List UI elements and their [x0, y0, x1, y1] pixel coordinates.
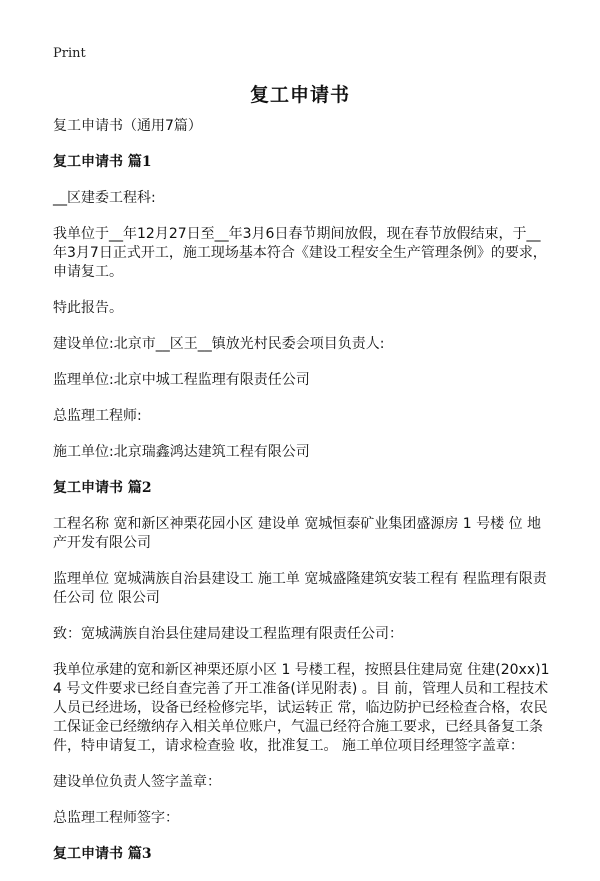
section1-supervision-unit: 监理单位:北京中城工程监理有限责任公司: [53, 372, 310, 388]
section1-chief-engineer: 总监理工程师:: [53, 408, 142, 424]
section2-chief-engineer-signature: 总监理工程师签字：: [53, 810, 179, 826]
document-content: [53, 117, 553, 881]
section2-body: 我单位承建的宽和新区神栗还原小区 1 号楼工程，按照县住建局宽 住建(20xx)14 号文件要求已经自查完善了开工准备(详见附表) 。目 前，管理人员和工程技术人员已经进场，设备已经检修完毕，试运转正 常，临边防护已经检查合格，农民工保证金已经缴纳存入相关单位账户，气温已经符合施工要求，已经具备复工条件，特申请复工，请求检查验 收，批准复工。 施工单位项目经理签字盖章：: [53, 662, 550, 754]
section-heading-text: 复工申请书 篇: [53, 846, 142, 862]
section1-body: 我单位于__年12月27日至__年3月6日春节期间放假，现在春节放假结束，于__年3月7日正式开工，施工现场基本符合《建设工程安全生产管理条例》的要求，申请复工。: [53, 226, 547, 280]
section-heading-number: 1: [141, 154, 152, 170]
section2-project-info: 工程名称 宽和新区神栗花园小区 建设单 宽城恒泰矿业集团盛源房 1 号楼 位 地产开发有限公司: [53, 516, 542, 551]
section-heading-text: 复工申请书 篇: [53, 154, 142, 170]
section-heading-2: [53, 479, 553, 498]
section-heading-3: [53, 845, 553, 864]
section2-units-info: 监理单位 宽城满族自治县建设工 施工单 宽城盛隆建筑安装工程有 程监理有限责任公司 位 限公司: [53, 571, 547, 606]
document-title: 复工申请书: [249, 84, 350, 106]
section2-addressee: 致：宽城满族自治县住建局建设工程监理有限责任公司：: [53, 626, 403, 642]
section2-owner-signature: 建设单位负责人签字盖章：: [53, 774, 221, 790]
section1-construction-unit: 建设单位:北京市__区王__镇放光村民委会项目负责人:: [53, 336, 385, 352]
section1-closing: 特此报告。: [53, 300, 123, 316]
section-heading-text: 复工申请书 篇: [53, 480, 142, 496]
document-subtitle: 复工申请书（通用7篇）: [53, 118, 202, 134]
section-heading-number: 3: [141, 846, 152, 862]
section1-contractor: 施工单位:北京瑞鑫鸿达建筑工程有限公司: [53, 444, 310, 460]
section-heading-number: 2: [141, 480, 152, 496]
section-heading-1: [53, 153, 553, 172]
section1-addressee: __区建委工程科:: [53, 190, 156, 206]
print-label: Print: [53, 46, 86, 61]
